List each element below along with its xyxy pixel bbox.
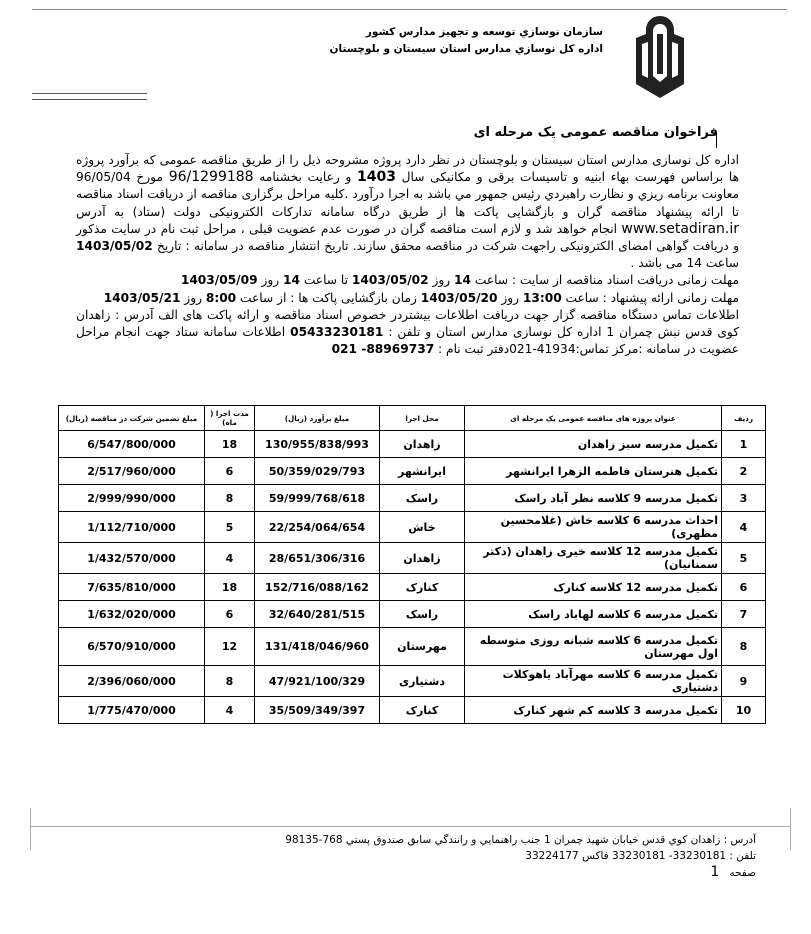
table-row: 7 تکمیل مدرسه 6 کلاسه لهاباد راسک راسک 32/640/281/515 6 1/632/020/000 <box>59 601 766 628</box>
paragraph-contact: اطلاعات تماس دستگاه مناقصه گزار جهت دریافت اطلاعات بیشتردر خصوص اسناد مناقصه و ارائه پاکت های الف آدرس : زاهدان کوی قدس نبش چمران 1 اداره کل نوسازی مدارس استان و تلفن : 05433230181 اطلاعات سامانه ستاد جهت انجام مراحل عضویت در سامانه :مرکز تماس:41934-021دفتر ثبت نام : 88969737- 021 <box>76 307 739 357</box>
table-row: 10 تکمیل مدرسه 3 کلاسه کم شهر کنارک کنارک 35/509/349/397 4 1/775/470/000 <box>59 697 766 724</box>
footer-phone: تلفن : 33230181- 33230181 فاكس 33224177 <box>525 850 756 862</box>
footer-corner-line <box>790 808 791 850</box>
separator-line <box>32 99 147 100</box>
table-row: 3 تکمیل مدرسه 9 کلاسه نظر آباد راسک راسک 59/999/768/618 8 2/999/990/000 <box>59 485 766 512</box>
footer-top-line <box>30 826 790 827</box>
org-title-block <box>330 24 603 58</box>
paragraph-intro: اداره کل نوسازی مدارس استان سیستان و بلوچستان در نظر دارد پروژه مشروحه ذیل را از طریق مناقصه عمومی که برآورد پروژه ها براساس فهرست بهاء ابنیه و تاسیسات برقی و مکانیکی سال 1403 و رعایت بخشنامه 96/1299188 مورخ 96/05/04 معاونت برنامه ريزي و نظارت راهبردي رئيس جمهور مي باشد به اجرا درآورد .کلیه مراحل برگزاری مناقصه از دریافت اسناد مناقصه تا ارائه پیشنهاد مناقصه گران و بازگشایی پاکت ها از طریق درگاه سامانه تدارکات الکترونیکی دولت (ستاد) به آدرس www.setadiran.ir انجام خواهد شد و لازم است مناقصه گران در صورت عدم عضویت قبلی ، مراحل ثبت نام در سایت مذکور و دریافت گواهی امضای الکترونیکی راجهت شرکت در مناقصه محقق سازند. تاریخ انتشار مناقصه در سامانه : تاریخ 1403/05/02 ساعت 14 می باشد . <box>76 153 740 271</box>
header-location: محل اجرا <box>380 406 465 431</box>
footer-address: آدرس : زاهدان كوي قدس خيابان شهيد چمران 1 جنب راهنمايي و رانندگي سابق صندوق پستي 768-98135 <box>285 834 756 846</box>
footer-block <box>285 832 756 881</box>
table-row: 1 تکمیل مدرسه سبز زاهدان زاهدان 130/955/838/993 18 6/547/800/000 <box>59 431 766 458</box>
table-row: 9 تکمیل مدرسه 6 کلاسه مهرآباد یاهوکلات دشتیاری دشتیاری 47/921/100/329 8 2/396/060/000 <box>59 666 766 697</box>
paragraph-docs-deadline: مهلت زمانی دریافت اسناد مناقصه از سایت : ساعت 14 روز 1403/05/02 تا ساعت 14 روز 1403/05/09 <box>180 273 739 288</box>
header-guarantee: مبلغ تضمین شرکت در مناقصه (ریال) <box>59 406 205 431</box>
header-row-number: ردیف <box>722 406 766 431</box>
header-project-title: عنوان پروژه های مناقصه عمومی یک مرحله ای <box>465 406 722 431</box>
table-header-row <box>59 406 766 431</box>
header-top-line <box>32 9 787 10</box>
announcement-body <box>76 152 739 358</box>
table-row: 8 تکمیل مدرسه 6 کلاسه شبانه روزی متوسطه اول مهرستان مهرستان 131/418/046/960 12 6/570/910/000 <box>59 628 766 666</box>
table-row: 5 تکمیل مدرسه 12 کلاسه خیری زاهدان (دکتر سمنانیان) زاهدان 28/651/306/316 4 1/432/570/000 <box>59 543 766 574</box>
header-duration: مدت اجرا ( ماه) <box>205 406 255 431</box>
page-title: فراخوان مناقصه عمومی یک مرحله ای <box>473 125 718 140</box>
table-row: 4 احداث مدرسه 6 کلاسه خاش (غلامحسین مطهری) خاش 22/254/064/654 5 1/112/710/000 <box>59 512 766 543</box>
org-line-2: اداره كل نوسازي مدارس استان سيستان و بلوچستان <box>329 43 603 55</box>
header-estimate: مبلغ برآورد (ریال) <box>255 406 380 431</box>
projects-table <box>58 405 766 724</box>
footer-corner-line <box>30 808 31 850</box>
paragraph-submission-deadline: مهلت زمانی ارائه پیشنهاد : ساعت 13:00 روز 1403/05/20 زمان بازگشایی پاکت ها : از ساعت 8:00 روز 1403/05/21 <box>103 290 739 305</box>
org-line-1: سازمان نوسازي توسعه و تجهيز مدارس كشور <box>365 26 603 38</box>
table-row: 2 تکمیل هنرستان فاطمه الزهرا ایرانشهر ایرانشهر 50/359/029/793 6 2/517/960/000 <box>59 458 766 485</box>
separator-line <box>32 93 147 94</box>
footer-page: صفحه 1 <box>710 864 756 880</box>
table-row: 6 تکمیل مدرسه 12 کلاسه کنارک کنارک 152/716/088/162 18 7/635/810/000 <box>59 574 766 601</box>
ministry-logo-icon <box>630 14 690 100</box>
